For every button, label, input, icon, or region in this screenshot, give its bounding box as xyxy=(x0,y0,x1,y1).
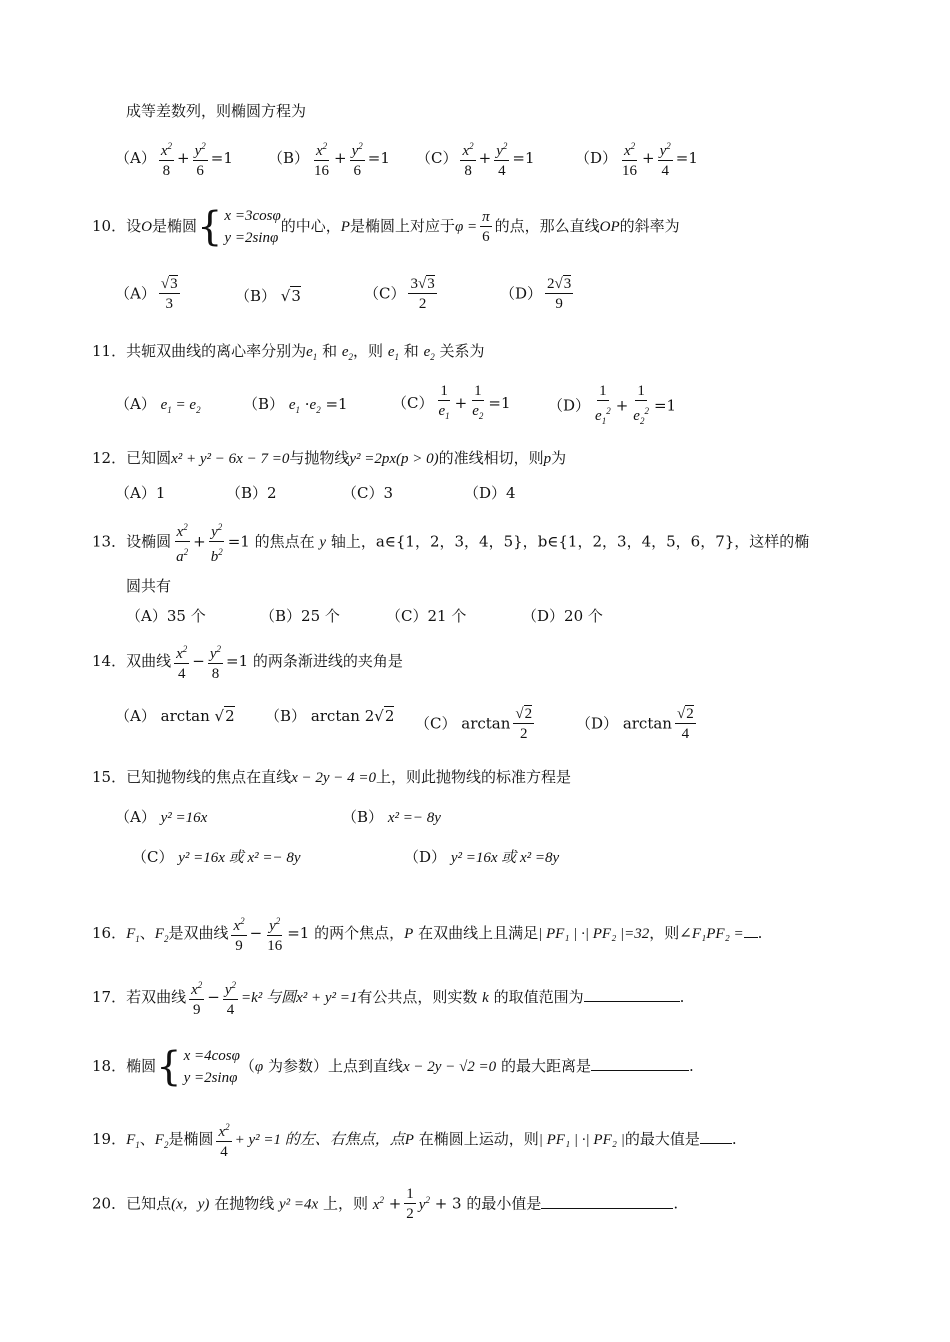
q15-choice-a: （A） y² =16x xyxy=(115,808,208,826)
q11-choice-b: （B） $e_1 \cdot e_2 =1$ xyxy=(243,395,348,415)
q12-choice-a: （A）1 xyxy=(115,484,166,502)
q19-stem: 19．$F_1$、$F_2$是椭圆 $\frac{x^2}{4}$ + y² =1 的左、右焦点，点P 在椭圆上运动，则| PF₁ | ·| PF₂ |的最大值是 . xyxy=(92,1118,737,1162)
q14-choice-a: （A） arctan √2 xyxy=(115,707,235,725)
q9-choice-b: （B） $\frac{x^2}{16}$ + $\frac{y^2}{6}$ =1 xyxy=(268,137,390,181)
q10-stem: 10．设O是椭圆{ x =3cosφ y =2sinφ 的中心，P是椭圆上对应于φ = $\frac{\pi}{6}$ 的点，那么直线OP的斜率为 xyxy=(92,204,680,250)
q14-stem: 14．双曲线 $\frac{x^2}{4}$ − $\frac{y^2}{8}$ =1 的两条渐进线的夹角是 xyxy=(92,640,403,684)
q9-choice-d: （D） $\frac{x^2}{16}$ + $\frac{y^2}{4}$ =1 xyxy=(575,137,698,181)
q10-choice-d: （D） $\frac{2√3}{9}$ xyxy=(500,276,572,312)
q9-choice-c: （C） $\frac{x^2}{8}$ + $\frac{y^2}{4}$ =1 xyxy=(416,137,535,181)
q15-choice-c: （C） y² =16x 或 x² =− 8y xyxy=(132,848,301,866)
q10-choice-b: （B） √3 xyxy=(235,287,301,305)
q13-stem: 13．设椭圆 $\frac{x^2}{a^2}$ + $\frac{y^2}{b^2}$ =1 的焦点在 y 轴上，a∈{1，2，3，4，5}，b∈{1，2，3，4，5，6，7}，这样的椭 xyxy=(92,518,809,567)
q10-choice-c: （C） $\frac{3√3}{2}$ xyxy=(364,276,435,312)
q20-stem: 20．已知点(x，y) 在抛物线 y² =4x 上，则 $x^2$ + $\frac{1}{2}$ $y^2 + 3$ 的最小值是 . xyxy=(92,1186,679,1222)
q9-text: 成等差数列，则椭圆方程为 xyxy=(126,102,307,120)
q13-choice-a: （A）35 个 xyxy=(126,607,206,625)
q17-stem: 17．若双曲线 $\frac{x^2}{9}$ − $\frac{y^2}{4}$ =k² 与圆x² + y² =1有公共点，则实数 k 的取值范围为 . xyxy=(92,976,684,1020)
q12-stem: 12．已知圆x² + y² − 6x − 7 =0与抛物线y² =2px(p > 0)的准线相切，则p为 xyxy=(92,449,567,467)
q12-choice-b: （B）2 xyxy=(226,484,277,502)
q13-choice-d: （D）20 个 xyxy=(522,607,603,625)
q13-choice-c: （C）21 个 xyxy=(386,607,467,625)
q15-stem: 15．已知抛物线的焦点在直线x − 2y − 4 =0上，则此抛物线的标准方程是 xyxy=(92,768,572,786)
q9-choice-a: （A） $\frac{x^2}{8}$ + $\frac{y^2}{6}$ =1 xyxy=(115,137,233,181)
q14-choice-b: （B） arctan 2√2 xyxy=(265,707,395,725)
q13-line2: 圆共有 xyxy=(126,577,172,595)
q11-choice-a: （A） $e_1 = e_2$ xyxy=(115,395,201,415)
q18-stem: 18．椭圆{ x =4cosφ y =2sinφ （φ 为参数）上点到直线x − 2y − √2 =0 的最大距离是 . xyxy=(92,1044,694,1090)
q14-choice-d: （D） arctan $\frac{√2}{4}$ xyxy=(576,706,694,742)
q14-choice-c: （C） arctan $\frac{√2}{2}$ xyxy=(415,706,533,742)
q11-choice-d: （D） $\frac{1}{e_1^2}$ + $\frac{1}{e_2^2}$ =1 xyxy=(548,383,677,426)
q11-stem: 11．共轭双曲线的离心率分别为$e_1$ 和 $e_2$，则 $e_1$ 和 $e_2$ 关系为 xyxy=(92,342,485,362)
q11-choice-c: （C） $\frac{1}{e_1}$ + $\frac{1}{e_2}$ =1 xyxy=(392,383,511,421)
q15-choice-d: （D） y² =16x 或 x² =8y xyxy=(404,848,560,866)
q16-stem: 16．$F_1$、$F_2$是双曲线 $\frac{x^2}{9}$ − $\frac{y^2}{16}$ =1 的两个焦点，P 在双曲线上且满足| PF₁ | ·| PF₂ |=32，则∠F₁PF₂ = . xyxy=(92,912,762,956)
q12-choice-d: （D）4 xyxy=(464,484,516,502)
q15-choice-b: （B） x² =− 8y xyxy=(342,808,441,826)
q12-choice-c: （C）3 xyxy=(342,484,394,502)
q10-choice-a: （A） $\frac{√3}{3}$ xyxy=(115,276,178,312)
q13-choice-b: （B）25 个 xyxy=(260,607,340,625)
